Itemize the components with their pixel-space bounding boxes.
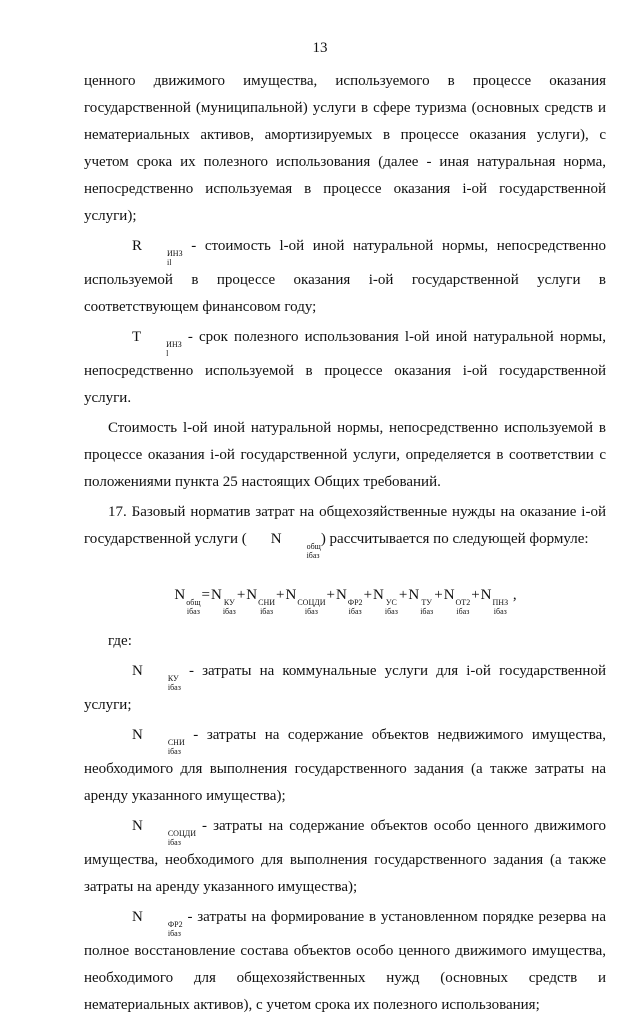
plus-sign: + — [471, 587, 480, 603]
definition-item — [84, 722, 606, 810]
plus-sign: + — [276, 587, 285, 603]
formula-term: N ФР2 iбаз — [335, 587, 363, 616]
page-number: 13 — [312, 40, 328, 56]
definitions-list — [84, 658, 606, 1019]
definition-symbol: N ФР2 iбаз — [132, 909, 183, 938]
formula-term: N ОТ2 iбаз — [443, 587, 471, 616]
formula-term: N СНИ iбаз — [246, 587, 276, 616]
formula-lhs: N общ iбаз — [174, 587, 201, 616]
definition-item — [84, 813, 606, 901]
r-definition — [84, 233, 606, 321]
definition-symbol: N СОЦДИ iбаз — [132, 818, 196, 847]
formula-term: N КУ iбаз — [210, 587, 236, 616]
definition-text: - затраты на содержание объектов недвижимого имущества, необходимого для выполнения государственного задания (а также затраты на аренду указанного имущества); — [84, 727, 606, 804]
plus-sign: + — [326, 587, 335, 603]
item-17: 17. Базовый норматив затрат на общехозяйственные нужды на оказание i-ой государственной услуги ( N общ iбаз ) рассчитывается по следующей формуле: — [84, 504, 606, 560]
cost-paragraph: Стоимость l-ой иной натуральной нормы, непосредственно используемой в процессе оказания i-ой государственной услуги, определяется в соответствии с положениями пункта 25 настоящих Общих требований. — [84, 420, 606, 490]
definition-symbol: N СНИ iбаз — [132, 727, 185, 756]
formula-term: N ПНЗ iбаз — [480, 587, 509, 616]
definition-text: - затраты на содержание объектов особо ценного движимого имущества, необходимого для выполнения государственного задания (а также затраты на аренду указанного имущества); — [84, 818, 606, 895]
definition-text: - затраты на формирование в установленном порядке резерва на полное восстановление состава объектов особо ценного движимого имущества, необходимого для общехозяйственных нужд (основных средств и нематериальных активов), с учетом срока их полезного использования; — [84, 909, 606, 1013]
definition-item — [84, 658, 606, 719]
formula-term: N УС iбаз — [373, 587, 398, 616]
plus-sign: + — [236, 587, 246, 603]
formula-term: N ТУ iбаз — [408, 587, 434, 616]
where-label: где: — [108, 633, 132, 649]
t-symbol: T ИНЗ l — [132, 329, 182, 358]
t-definition-text: - срок полезного использования l-ой иной натуральной нормы, непосредственно используемой в процессе оказания i-ой государственной услуги. — [84, 329, 606, 406]
n-base-symbol: N общ iбаз — [270, 531, 321, 560]
document-body — [84, 68, 606, 1019]
r-definition-text: - стоимость l-ой иной натуральной нормы, непосредственно используемой в процессе оказания i-ой государственной услуги в соответствующем финансовом году; — [84, 238, 606, 315]
equals-sign: = — [201, 587, 210, 603]
plus-sign: + — [363, 587, 373, 603]
r-symbol: R ИНЗ il — [132, 238, 183, 267]
t-definition — [84, 324, 606, 412]
plus-sign: + — [434, 587, 443, 603]
formula-term: N СОЦДИ iбаз — [285, 587, 326, 616]
definition-item — [84, 904, 606, 1019]
definition-text: - затраты на коммунальные услуги для i-ой государственной услуги; — [84, 663, 606, 713]
formula-comma: , — [509, 587, 517, 603]
definition-symbol: N КУ iбаз — [132, 663, 181, 692]
paragraph-continuation: ценного движимого имущества, используемого в процессе оказания государственной (муниципальной) услуги в сфере туризма (основных средств и нематериальных активов, амортизируемых в процессе оказания услуги), с учетом срока их полезного использования (далее - иная натуральная норма, непосредственно используемая в процессе оказания i-ой государственной услуги); — [84, 73, 606, 224]
plus-sign: + — [398, 587, 408, 603]
formula — [84, 582, 606, 616]
